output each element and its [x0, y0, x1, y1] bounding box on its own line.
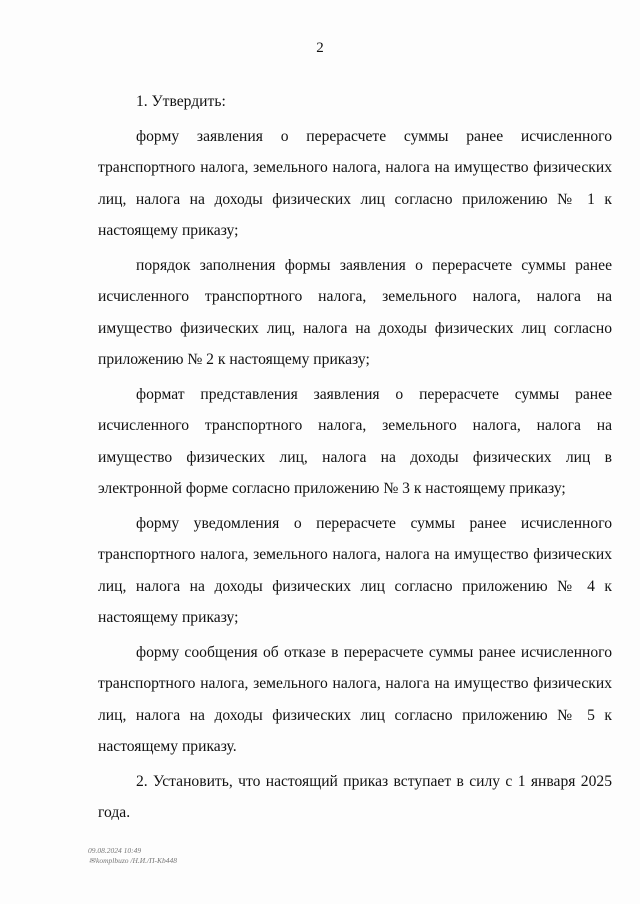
item-1-heading: 1. Утвердить:	[136, 93, 226, 110]
paragraph-electronic-format: формат представления заявления о перерасчете суммы ранее исчисленного транспортного налога, земельного налога, налога на имущество физических лиц, налога на доходы физических лиц в электронной форме согласно приложению № 3 к настоящему приказу;	[98, 385, 612, 497]
item-2-text: 2. Установить, что настоящий приказ вступает в силу с 1 января 2025 года.	[98, 772, 612, 821]
paragraph-notification-form: форму уведомления о перерасчете суммы ранее исчисленного транспортного налога, земельного налога, налога на имущество физических лиц, налога на доходы физических лиц согласно приложению № 4 к настоящему приказу;	[98, 514, 612, 626]
footer-reference-line	[88, 856, 177, 866]
document-body	[98, 86, 612, 829]
paragraph-application-form: форму заявления о перерасчете суммы ранее исчисленного транспортного налога, земельного налога, налога на имущество физических лиц, налога на доходы физических лиц согласно приложению № 1 к настоящему приказу;	[98, 127, 612, 239]
page-number: 2	[316, 40, 324, 56]
footer-reference: komplbuzo /Н.И./П-Кb448	[96, 856, 178, 865]
document-icon: ✉	[88, 856, 96, 865]
footer-stamp	[88, 846, 177, 866]
footer-timestamp: 09.08.2024 10:49	[88, 846, 142, 855]
paragraph-filling-procedure: порядок заполнения формы заявления о перерасчете суммы ранее исчисленного транспортного налога, земельного налога, налога на имущество физических лиц, налога на доходы физических лиц согласно приложению № 2 к настоящему приказу;	[98, 256, 612, 368]
paragraph-refusal-form: форму сообщения об отказе в перерасчете суммы ранее исчисленного транспортного налога, земельного налога, налога на имущество физических лиц, налога на доходы физических лиц согласно приложению № 5 к настоящему приказу.	[98, 643, 612, 755]
